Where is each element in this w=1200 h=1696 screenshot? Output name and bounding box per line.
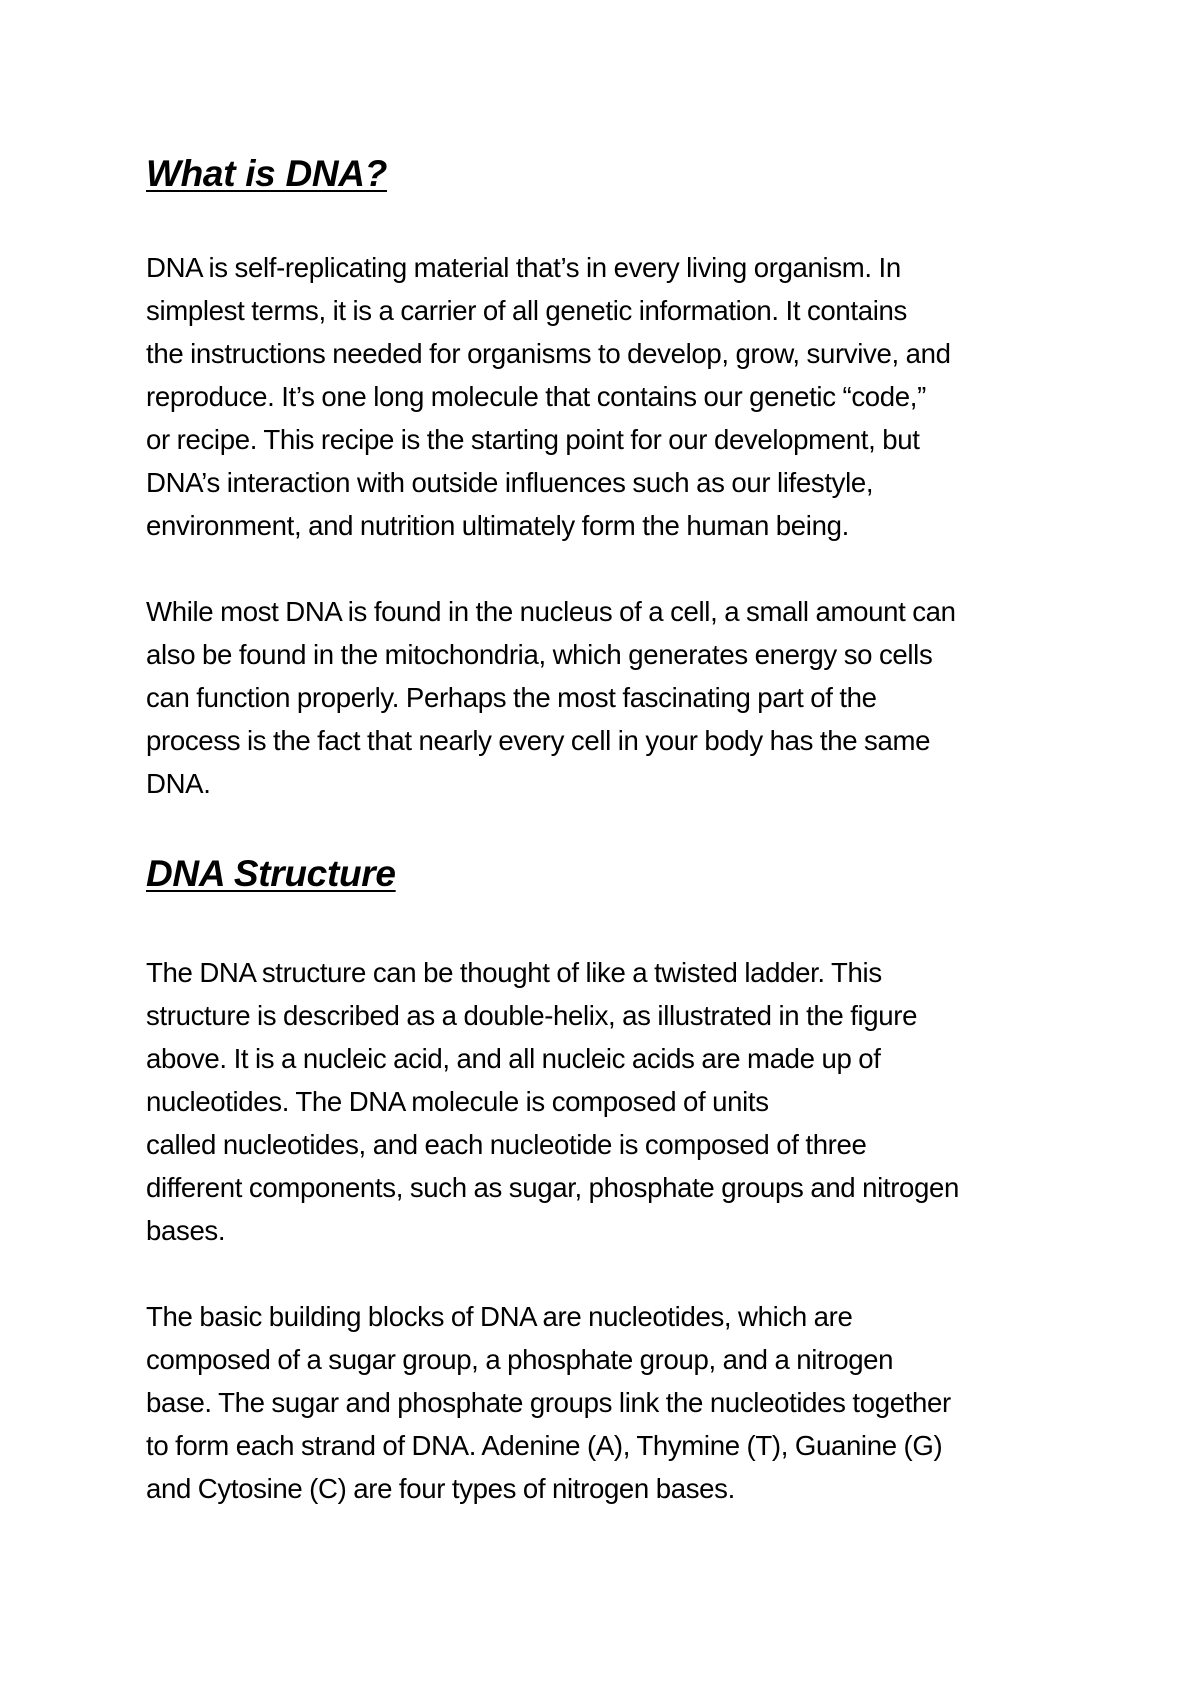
text-line: nucleotides. The DNA molecule is composed of units — [146, 1086, 769, 1117]
text-line: DNA is self-replicating material that’s in every living organism. In — [146, 252, 901, 283]
text-line: can function properly. Perhaps the most fascinating part of the — [146, 682, 877, 713]
text-line: the instructions needed for organisms to develop, grow, survive, and — [146, 338, 951, 369]
text-line: base. The sugar and phosphate groups link the nucleotides together — [146, 1387, 951, 1418]
text-line: composed of a sugar group, a phosphate group, and a nitrogen — [146, 1344, 894, 1375]
text-line: simplest terms, it is a carrier of all genetic information. It contains — [146, 295, 907, 326]
text-line: to form each strand of DNA. Adenine (A), Thymine (T), Guanine (G) — [146, 1430, 943, 1461]
paragraph-dna-location — [146, 590, 1066, 805]
text-line: above. It is a nucleic acid, and all nucleic acids are made up of — [146, 1043, 881, 1074]
text-line: reproduce. It’s one long molecule that contains our genetic “code,” — [146, 381, 926, 412]
section-heading-dna-structure: DNA Structure — [146, 853, 396, 894]
paragraph-dna-structure — [146, 951, 1066, 1252]
text-line: The DNA structure can be thought of like a twisted ladder. This — [146, 957, 882, 988]
text-line: bases. — [146, 1215, 226, 1246]
text-line: structure is described as a double-helix, as illustrated in the figure — [146, 1000, 918, 1031]
text-line: DNA’s interaction with outside influences such as our lifestyle, — [146, 467, 874, 498]
text-line: called nucleotides, and each nucleotide is composed of three — [146, 1129, 867, 1160]
section-heading-what-is-dna: What is DNA? — [146, 153, 388, 194]
text-line: or recipe. This recipe is the starting point for our development, but — [146, 424, 920, 455]
text-line: process is the fact that nearly every cell in your body has the same — [146, 725, 931, 756]
text-line: The basic building blocks of DNA are nucleotides, which are — [146, 1301, 853, 1332]
text-line: also be found in the mitochondria, which generates energy so cells — [146, 639, 933, 670]
text-line: While most DNA is found in the nucleus of a cell, a small amount can — [146, 596, 956, 627]
text-line: different components, such as sugar, phosphate groups and nitrogen — [146, 1172, 960, 1203]
text-line: and Cytosine (C) are four types of nitrogen bases. — [146, 1473, 735, 1504]
text-line: DNA. — [146, 768, 211, 799]
text-line: environment, and nutrition ultimately form the human being. — [146, 510, 849, 541]
paragraph-nucleotides — [146, 1295, 1066, 1510]
paragraph-dna-definition — [146, 246, 1066, 547]
